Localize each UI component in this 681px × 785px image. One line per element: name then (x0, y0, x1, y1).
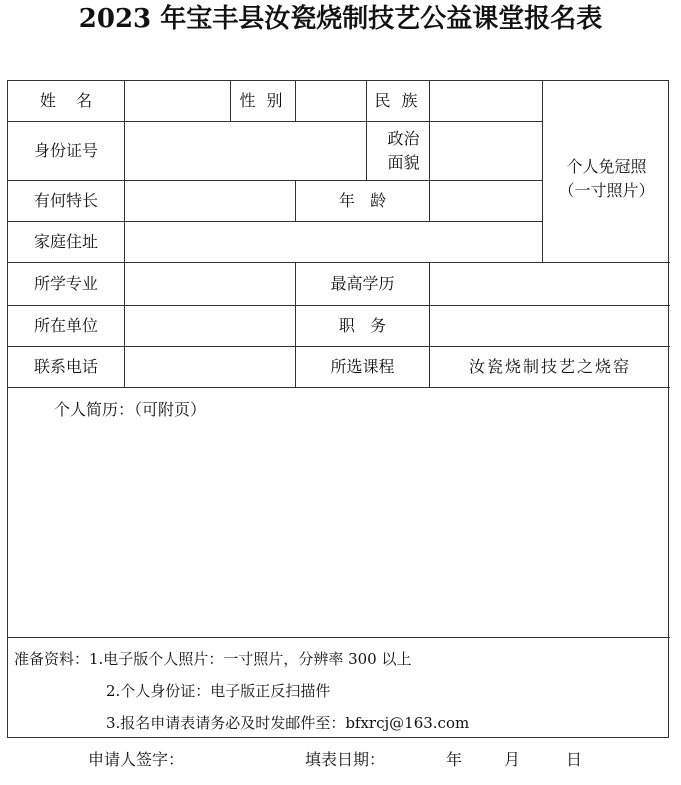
form-title: 2023 年宝丰县汝瓷烧制技艺公益课堂报名表 (78, 4, 603, 34)
date-day: 日 (566, 750, 583, 769)
course-label: 所选课程 (330, 356, 395, 376)
major-label: 所学专业 (33, 273, 98, 293)
political-label-line1: 政治 (387, 128, 420, 148)
registration-form (7, 80, 669, 738)
political-label-line2: 面貌 (387, 152, 420, 172)
gender-label: 性 别 (239, 91, 286, 110)
prep-line-2: 2.个人身份证：电子版正反扫描件 (106, 682, 331, 700)
date-year: 年 (446, 750, 463, 769)
age-field[interactable] (430, 180, 542, 221)
position-label: 职 务 (338, 315, 387, 335)
course-value: 汝瓷烧制技艺之烧窑 (468, 356, 631, 376)
prep-line-1: 准备资料：1.电子版个人照片：一寸照片，分辨率 300 以上 (14, 650, 412, 668)
id-number-label: 身份证号 (33, 140, 98, 160)
workplace-field[interactable] (125, 305, 295, 346)
phone-field[interactable] (125, 346, 295, 387)
phone-label: 联系电话 (33, 356, 98, 376)
position-field[interactable] (430, 305, 670, 346)
name-field[interactable] (125, 81, 230, 121)
resume-area[interactable] (8, 421, 670, 635)
resume-label: 个人简历：（可附页） (54, 400, 207, 419)
political-status-field[interactable] (430, 121, 542, 180)
name-label: 姓 名 (39, 91, 93, 110)
photo-label-line2: （一寸照片） (558, 180, 655, 200)
ethnicity-label: 民 族 (374, 91, 421, 110)
ethnicity-field[interactable] (430, 81, 542, 121)
specialty-field[interactable] (125, 180, 295, 221)
date-month: 月 (504, 750, 521, 769)
specialty-label: 有何特长 (33, 190, 98, 210)
major-field[interactable] (125, 262, 295, 305)
signature-label: 申请人签字： (88, 750, 185, 769)
date-label: 填表日期： (305, 750, 386, 769)
prep-line-3: 3.报名申请表请务必及时发邮件至：bfxrcj@163.com (106, 714, 470, 732)
education-label: 最高学历 (330, 273, 395, 293)
id-number-field[interactable] (125, 121, 366, 180)
education-field[interactable] (430, 262, 670, 305)
address-label: 家庭住址 (33, 231, 98, 251)
photo-box[interactable] (543, 81, 670, 262)
address-field[interactable] (125, 221, 542, 262)
age-label: 年 龄 (338, 190, 387, 210)
political-status-label (366, 121, 429, 180)
photo-label-line1: 个人免冠照 (566, 156, 647, 176)
workplace-label: 所在单位 (33, 315, 98, 335)
gender-field[interactable] (296, 81, 366, 121)
